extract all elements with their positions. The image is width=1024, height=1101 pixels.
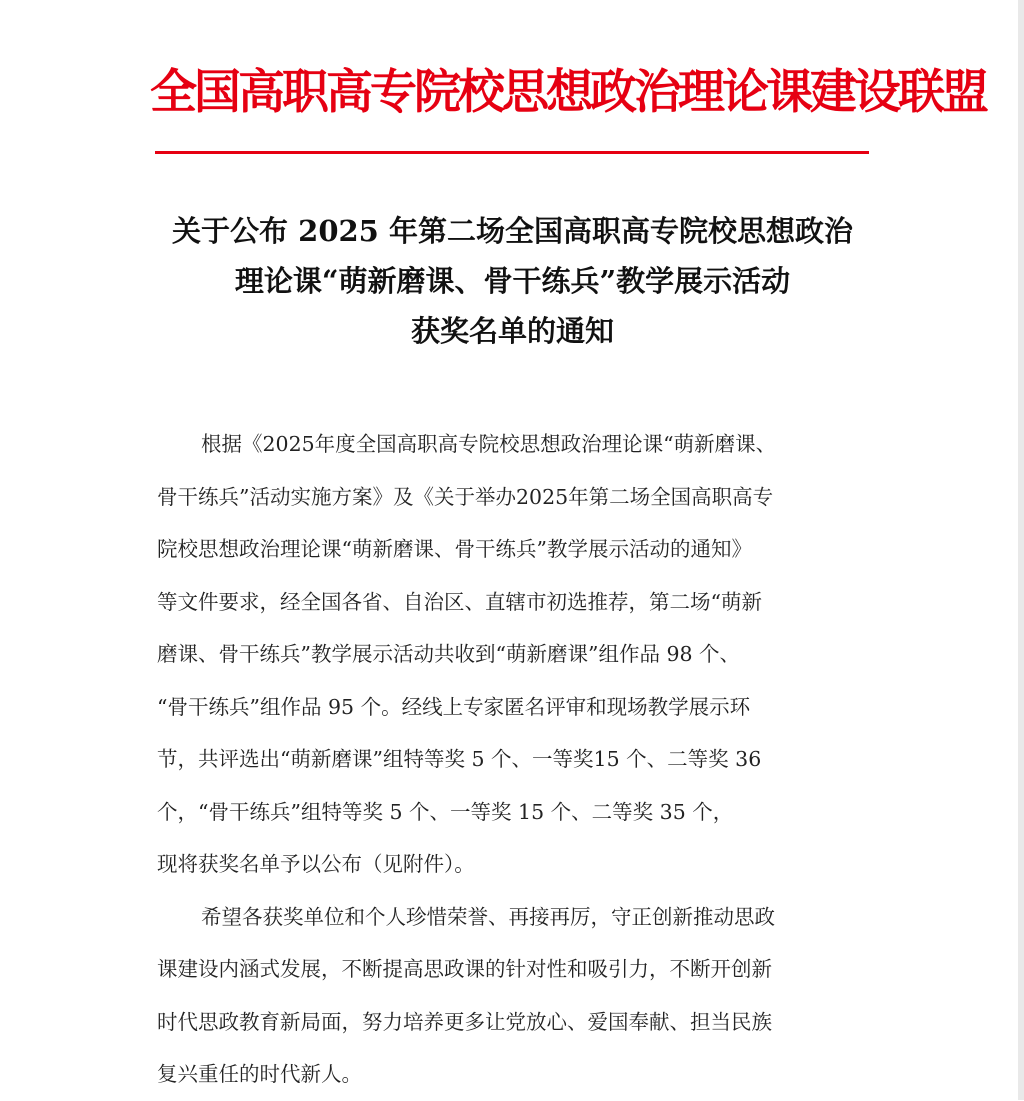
body-line: 现将获奖名单予以公布（见附件）。 xyxy=(157,852,475,876)
title-line: 获奖名单的通知 xyxy=(410,314,614,348)
title-line: 关于公布 2025 年第二场全国高职高专院校思想政治 xyxy=(172,214,853,248)
page-edge-shadow xyxy=(1018,0,1024,1100)
body-line: 根据《2025年度全国高职高专院校思想政治理论课“萌新磨课、 xyxy=(201,432,777,456)
body-line: 骨干练兵”活动实施方案》及《关于举办2025年第二场全国高职高专 xyxy=(157,484,774,509)
masthead-organization: 全国高职高专院校思想政治理论课建设联盟 xyxy=(150,65,986,120)
body-line: 希望各获奖单位和个人珍惜荣誉、再接再厉，守正创新推动思政 xyxy=(201,904,775,929)
title-line: 理论课“萌新磨课、骨干练兵”教学展示活动 xyxy=(234,264,791,298)
body-line: 个，“骨干练兵”组特等奖 5 个、一等奖 15 个、二等奖 35 个， xyxy=(157,799,734,824)
body-line: 复兴重任的时代新人。 xyxy=(157,1062,362,1086)
body-line: 等文件要求，经全国各省、自治区、直辖市初选推荐，第二场“萌新 xyxy=(157,589,762,614)
document-body xyxy=(157,418,869,1101)
body-line: “骨干练兵”组作品 95 个。经线上专家匿名评审和现场教学展示环 xyxy=(157,694,751,719)
body-line: 课建设内涵式发展，不断提高思政课的针对性和吸引力，不断开创新 xyxy=(157,957,772,981)
document-title xyxy=(150,206,875,356)
body-line: 时代思政教育新局面，努力培养更多让党放心、爱国奉献、担当民族 xyxy=(157,1009,772,1034)
body-line: 院校思想政治理论课“萌新磨课、骨干练兵”教学展示活动的通知》 xyxy=(157,537,752,561)
body-line: 节，共评选出“萌新磨课”组特等奖 5 个、一等奖15 个、二等奖 36 xyxy=(157,747,762,771)
masthead-red-rule xyxy=(155,151,869,154)
body-line: 磨课、骨干练兵”教学展示活动共收到“萌新磨课”组作品 98 个、 xyxy=(157,642,741,666)
